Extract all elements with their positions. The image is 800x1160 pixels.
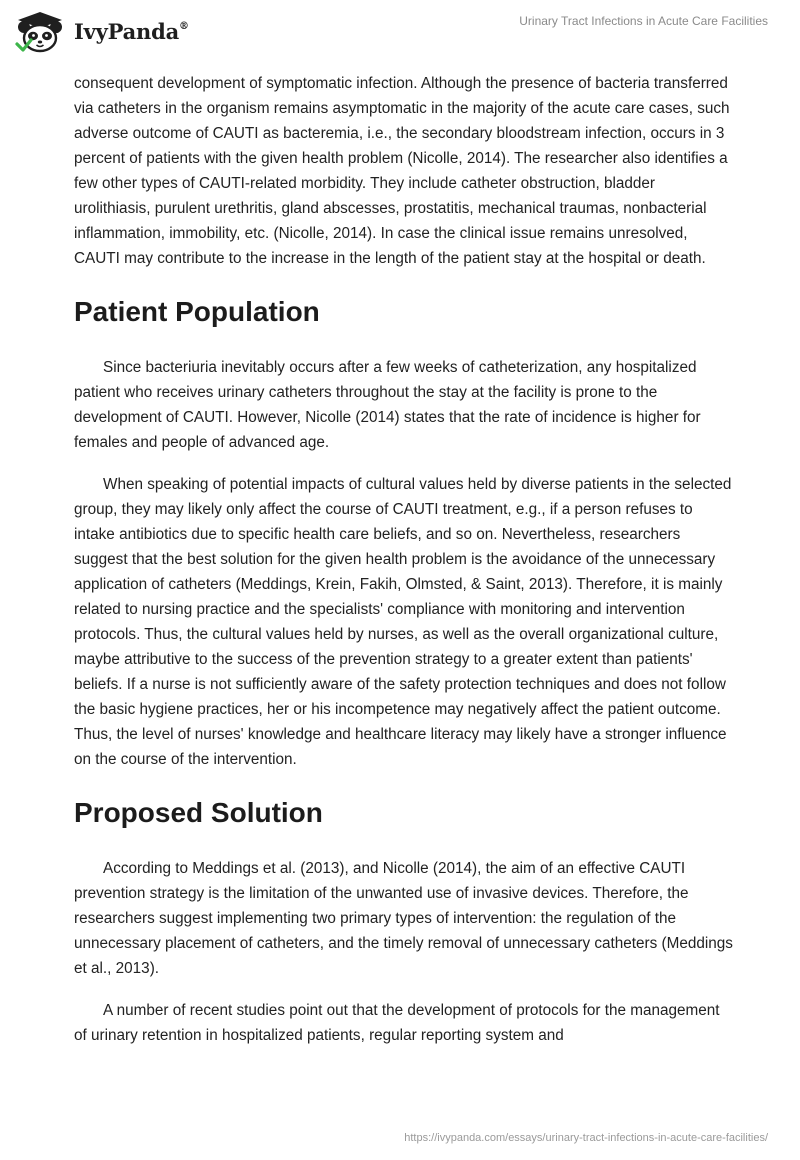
paragraph: Since bacteriuria inevitably occurs after a few weeks of catheterization, any hospitalized patient who receives urinary catheters throughout the stay at the facility is prone to the development of CAUTI. However, Nicolle (2014) states that the rate of incidence is higher for females and people of advanced age. bbox=[74, 359, 701, 451]
paragraph: A number of recent studies point out that the development of protocols for the management of urinary retention in hospitalized patients, regular reporting system and bbox=[74, 1002, 720, 1044]
brand-name: IvyPanda® bbox=[74, 18, 189, 44]
paragraph: According to Meddings et al. (2013), and Nicolle (2014), the aim of an effective CAUTI prevention strategy is the limitation of the unwanted use of invasive devices. Therefore, the researchers suggest implementing two primary types of intervention: the regulation of the unnecessary placement of catheters, and the timely removal of unnecessary catheters (Meddings et al., 2013). bbox=[74, 860, 733, 977]
section-heading-proposed-solution: Proposed Solution bbox=[74, 797, 323, 828]
panda-graduate-icon bbox=[14, 10, 66, 54]
running-title: Urinary Tract Infections in Acute Care Facilities bbox=[519, 14, 768, 28]
registered-mark: ® bbox=[179, 20, 189, 32]
source-url[interactable]: https://ivypanda.com/essays/urinary-tract-infections-in-acute-care-facilities/ bbox=[404, 1132, 768, 1144]
intro-paragraph: consequent development of symptomatic infection. Although the presence of bacteria transferred via catheters in the organism remains asymptomatic in the majority of the acute care cases, such adverse outcome of CAUTI as bacteremia, i.e., the secondary bloodstream infection, occurs in 3 percent of patients with the given health problem (Nicolle, 2014). The researcher also identifies a few other types of CAUTI-related morbidity. They include catheter obstruction, bladder urolithiasis, purulent urethritis, gland abscesses, prostatitis, mechanical traumas, nonbacterial inflammation, immobility, etc. (Nicolle, 2014). In case the clinical issue remains unresolved, CAUTI may contribute to the increase in the length of the patient stay at the hospital or death. bbox=[74, 75, 730, 267]
article-body bbox=[74, 71, 734, 1048]
page-header bbox=[0, 0, 800, 64]
paragraph: When speaking of potential impacts of cultural values held by diverse patients in the selected group, they may likely only affect the course of CAUTI treatment, e.g., if a person refuses to intake antibiotics due to specific health care beliefs, and so on. Nevertheless, researchers suggest that the best solution for the given health problem is the avoidance of the unnecessary application of catheters (Meddings, Krein, Fakih, Olmsted, & Saint, 2013). Therefore, it is mainly related to nursing practice and the specialists' compliance with monitoring and intervention protocols. Thus, the cultural values held by nurses, as well as the overall organizational culture, maybe attributive to the success of the prevention strategy to a greater extent than patients' beliefs. If a nurse is not sufficiently aware of the safety protection techniques and does not follow the basic hygiene practices, her or his incompetence may negatively affect the patient outcome. Thus, the level of nurses' knowledge and healthcare literacy may likely have a stronger influence on the course of the intervention. bbox=[74, 476, 732, 768]
section-heading-patient-population: Patient Population bbox=[74, 296, 320, 327]
brand-logo[interactable] bbox=[14, 10, 189, 54]
